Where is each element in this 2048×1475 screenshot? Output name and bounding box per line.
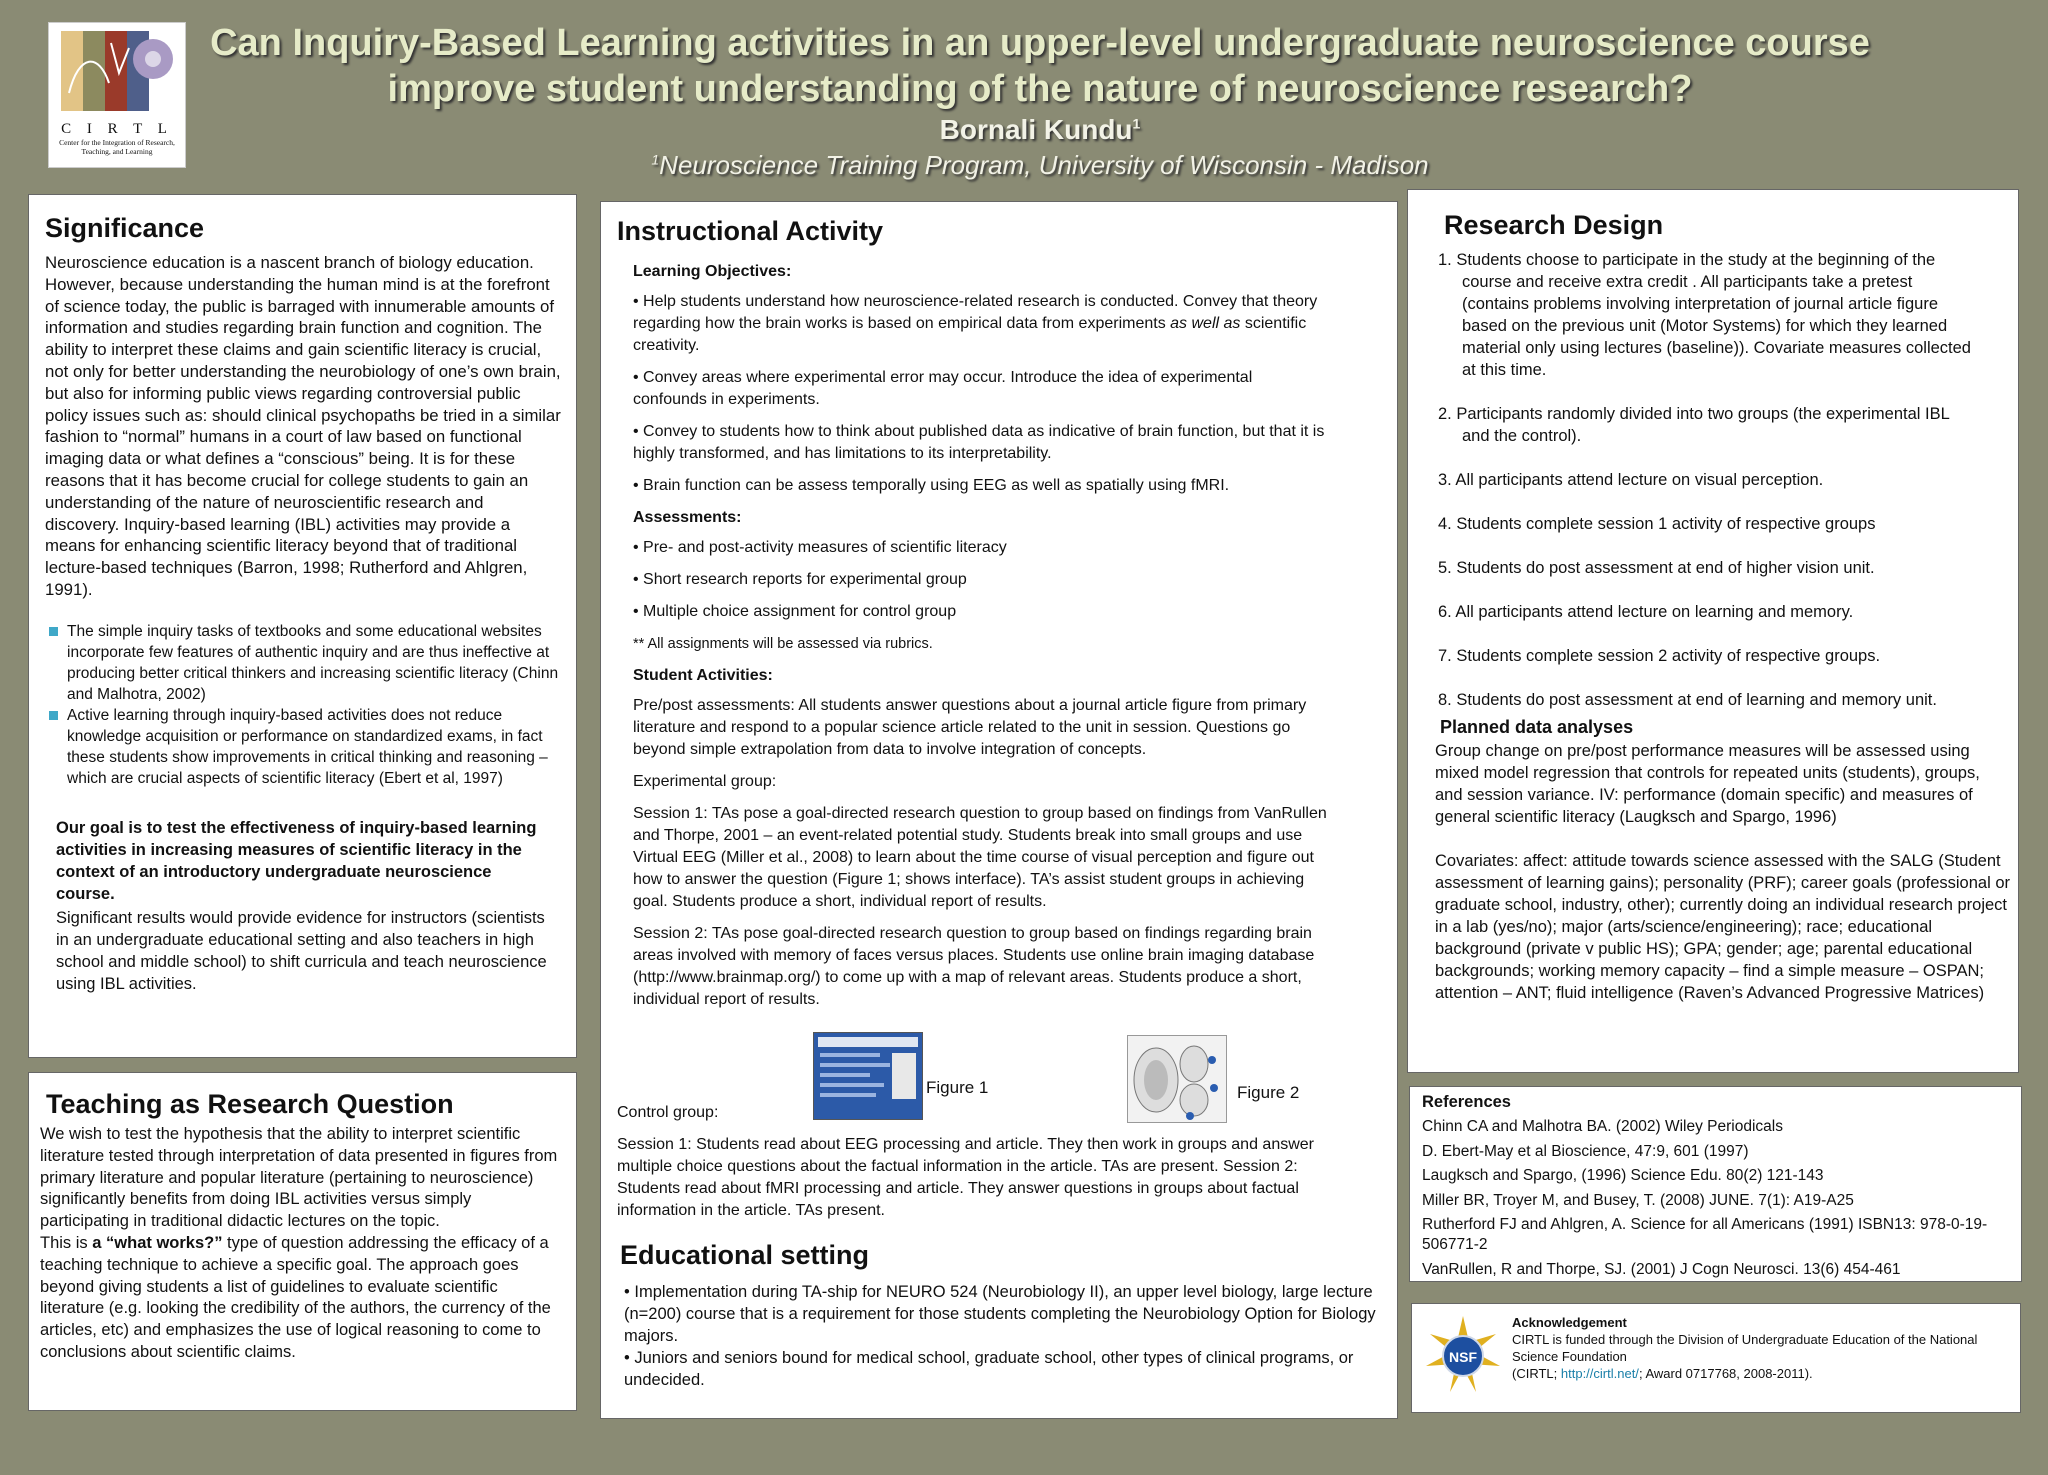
significance-results: Significant results would provide evidence for instructors (scientists in an undergraduate educational setting and also teachers in high school and middle school) to shift curricula and teach neuroscience using IBL activities.: [56, 908, 547, 993]
educational-bullet-1: • Implementation during TA-ship for NEURO 524 (Neurobiology II), an upper level biology, large lecture (n=200) course that is a requirement for those students completing the Neurobiology Option for Biology majors.: [624, 1283, 1376, 1345]
acknowledgement-heading: Acknowledgement: [1512, 1315, 1627, 1330]
reference-item: Rutherford FJ and Ahlgren, A. Science for all Americans (1991) ISBN13: 978-0-19-506771-2: [1422, 1216, 1988, 1253]
reference-item: D. Ebert-May et al Bioscience, 47:9, 601 (1997): [1422, 1142, 1749, 1160]
poster-title: [190, 20, 1890, 112]
cirtl-link[interactable]: http://cirtl.net/: [1560, 1366, 1639, 1381]
figure-1-label: Figure 1: [926, 1078, 989, 1097]
prepost-assessment: Pre/post assessments: All students answer questions about a journal article figure from primary literature and respond to a popular science article related to the unit in session. Questions go beyond simple extrapolation from data to involve integration of concepts.: [633, 697, 1307, 758]
control-group-text: Session 1: Students read about EEG processing and article. They then work in groups and answer multiple choice questions about the factual information in the article. TAs are present. Session 2: Students read about fMRI processing and article. They answer questions in groups about factual information in the article. TAs present.: [617, 1136, 1314, 1219]
figure-1-image: [813, 1032, 923, 1120]
significance-bullet: The simple inquiry tasks of textbooks and some educational websites incorporate few features of authentic inquiry and are thus ineffective at producing better critical thinkers and increasing scientific literacy (Chinn and Malhotra, 2002): [45, 621, 562, 705]
research-panel: [1407, 189, 2019, 1073]
nsf-seal-icon: [1422, 1314, 1504, 1396]
references-panel: [1409, 1086, 2022, 1282]
research-heading: Research Design: [1444, 210, 1664, 240]
assessment-2: • Short research reports for experimental group: [633, 571, 967, 588]
figure-2-image: [1127, 1035, 1227, 1123]
reference-item: Chinn CA and Malhotra BA. (2002) Wiley Periodicals: [1422, 1118, 1783, 1135]
objective-2: • Convey areas where experimental error may occur. Introduce the idea of experimental confounds in experiments.: [633, 369, 1253, 408]
acknowledgement-panel: [1411, 1303, 2021, 1413]
logo-fullname: Center for the Integration of Research, Teaching, and Learning: [59, 138, 175, 156]
logo-acronym: C I R T L: [61, 121, 173, 137]
control-group-label: Control group:: [617, 1104, 719, 1121]
references-heading: References: [1422, 1093, 1511, 1111]
research-step: 3. All participants attend lecture on visual perception.: [1438, 471, 1824, 489]
objective-1: [633, 291, 1327, 357]
research-step: 8. Students do post assessment at end of learning and memory unit.: [1438, 691, 1937, 709]
assessments-heading: Assessments:: [633, 509, 742, 526]
nsf-logo-text: NSF: [1449, 1349, 1477, 1365]
research-step: 2. Participants randomly divided into two groups (the experimental IBL and the control).: [1438, 405, 1950, 445]
author: [190, 114, 1890, 146]
teaching-p2-pre: This is: [40, 1233, 93, 1252]
reference-item: Laugksch and Spargo, (1996) Science Edu. 80(2) 121-143: [1422, 1167, 1824, 1184]
significance-body: Neuroscience education is a nascent branch of biology education. However, because understanding the human mind is at the forefront of science today, the public is barraged with innumerable amounts of information and studies regarding brain function and cognition. The ability to interpret these claims and gain scientific literacy is crucial, not only for better understanding the neurobiology of one’s own brain, but also for informing public views regarding controversial public policy issues such as: should clinical psychopaths be tried in a similar fashion to “normal” humans in a court of law based on functional imaging data or what defines a “conscious” being. It is for these reasons that it has become crucial for college students to gain an understanding of the nature of neuroscientific research and discovery. Inquiry-based learning (IBL) activities may provide a means for enhancing scientific literacy beyond that of traditional lecture-based techniques (Barron, 1998; Rutherford and Ahlgren, 1991).: [45, 253, 561, 599]
affiliation-text: Neuroscience Training Program, University of Wisconsin - Madison: [659, 150, 1429, 180]
significance-goal: Our goal is to test the effectiveness of inquiry-based learning activities in increasing measures of scientific literacy in the context of an introductory undergraduate neuroscience course.: [56, 818, 537, 903]
teaching-p2-post: type of question addressing the efficacy of a teaching technique to achieve a specific goal. The approach goes beyond giving students a list of guidelines to evaluate scientific literature (e.g. looking the credibility of the authors, the currency of the articles, etc) and emphasizes the use of logical reasoning to come to conclusions about scientific claims.: [40, 1233, 551, 1361]
virtual-eeg-screenshot: [814, 1033, 922, 1119]
educational-heading: Educational setting: [620, 1240, 870, 1270]
experimental-group-label: Experimental group:: [633, 773, 777, 790]
affiliation: [190, 150, 1890, 181]
figure-2-label: Figure 2: [1237, 1083, 1300, 1102]
cirtl-logo: [48, 22, 186, 168]
objective-1-text: • Help students understand how neuroscience-related research is conducted. Convey that theory regarding how the brain works is based on empirical data from experiments: [633, 293, 1318, 332]
assessment-note: ** All assignments will be assessed via rubrics.: [633, 636, 933, 652]
teaching-heading: Teaching as Research Question: [46, 1089, 454, 1119]
research-step: 4. Students complete session 1 activity of respective groups: [1438, 515, 1876, 533]
planned-heading: Planned data analyses: [1440, 717, 1634, 737]
session-1: Session 1: TAs pose a goal-directed research question to group based on findings from VanRullen and Thorpe, 2001 – an event-related potential study. Students break into small groups and use Virtual EEG (Miller et al., 2008) to learn about the time course of visual perception and figure out how to answer the question (Figure 1; shows interface). TA’s assist student groups in achieving goal. Students produce a short, individual report of results.: [633, 805, 1327, 910]
objective-1-end: scientific creativity.: [633, 315, 1307, 354]
nsf-logo: [1422, 1314, 1504, 1396]
title-line-2: improve student understanding of the nature of neuroscience research?: [387, 68, 1693, 110]
research-step: 1. Students choose to participate in the study at the beginning of the course and receive extra credit . All participants take a pretest (contains problems involving interpretation of journal article figure based on the previous unit (Motor Systems) for which they learned material only using lectures (baseline)). Covariate measures collected at this time.: [1438, 251, 1971, 379]
cirtl-logo-graphic: [49, 23, 185, 119]
acknowledgement-cite-pre: (CIRTL;: [1512, 1366, 1561, 1381]
teaching-p2-bold: a “what works?”: [92, 1233, 223, 1252]
educational-setting: [608, 1240, 1388, 1391]
significance-heading: Significance: [45, 213, 205, 243]
instructional-panel: [600, 201, 1398, 1419]
objective-3: • Convey to students how to think about published data as indicative of brain function, but that it is highly transformed, and has limitations to its interpretability.: [633, 423, 1325, 462]
significance-panel: [28, 194, 577, 1058]
student-activities-heading: Student Activities:: [633, 667, 773, 684]
objectives-heading: Learning Objectives:: [633, 263, 792, 280]
session-2: Session 2: TAs pose goal-directed research question to group based on findings regarding brain areas involved with memory of faces versus places. Students use online brain imaging database (http://www.brainmap.org/) to come up with a map of relevant areas. Students produce a short, individual report of results.: [633, 925, 1315, 1008]
reference-item: Miller BR, Troyer M, and Busey, T. (2008) JUNE. 7(1): A19-A25: [1422, 1191, 1854, 1209]
educational-bullet-2: • Juniors and seniors bound for medical school, graduate school, other types of clinical programs, or undecided.: [624, 1349, 1354, 1389]
research-step: 7. Students complete session 2 activity of respective groups.: [1438, 647, 1881, 665]
research-step: 6. All participants attend lecture on learning and memory.: [1438, 603, 1854, 621]
author-name: Bornali Kundu: [939, 114, 1133, 145]
acknowledgement-citation: [1512, 1365, 2012, 1382]
affiliation-sup: 1: [651, 151, 660, 168]
planned-analyses: Group change on pre/post performance measures will be assessed using mixed model regression that controls for repeated units (students), groups, and session variance. IV: performance (domain specific) and measures of general scientific literacy (Laugksch and Spargo, 1996): [1435, 742, 1980, 826]
assessment-3: • Multiple choice assignment for control group: [633, 603, 957, 620]
significance-bullets: [45, 621, 562, 789]
teaching-p1: We wish to test the hypothesis that the ability to interpret scientific literature tested through interpretation of data presented in figures from primary literature and popular literature (pertaining to neuroscience) significantly benefits from doing IBL activities versus simply participating in traditional didactic lectures on the topic.: [40, 1125, 558, 1231]
instructional-heading: Instructional Activity: [617, 216, 884, 246]
objective-1-italic: as well as: [1170, 315, 1241, 332]
acknowledgement-cite-post: ; Award 0717768, 2008-2011).: [1638, 1366, 1813, 1381]
reference-item: VanRullen, R and Thorpe, SJ. (2001) J Cogn Neurosci. 13(6) 454-461: [1422, 1260, 1901, 1278]
acknowledgement-text: CIRTL is funded through the Division of Undergraduate Education of the National Science Foundation: [1512, 1332, 1978, 1364]
title-line-1: Can Inquiry-Based Learning activities in an upper-level undergraduate neuroscience course: [210, 22, 1870, 64]
assessment-1: • Pre- and post-activity measures of scientific literacy: [633, 539, 1007, 556]
objective-4: • Brain function can be assess temporally using EEG as well as spatially using fMRI.: [633, 477, 1230, 494]
significance-bullet: Active learning through inquiry-based activities does not reduce knowledge acquisition or performance on standardized exams, in fact these students show improvements in critical thinking and reasoning – which are crucial aspects of scientific literacy (Ebert et al, 1997): [45, 705, 562, 789]
teaching-panel: [28, 1072, 577, 1411]
author-sup: 1: [1132, 115, 1141, 132]
teaching-p2: [40, 1233, 564, 1364]
covariates: Covariates: affect: attitude towards science assessed with the SALG (Student assessment of learning gains); personality (PRF); career goals (professional or graduate school, industry, other); currently doing an individual research project in a lab (yes/no); major (arts/science/engineering); race; educational background (private v public HS); GPA; gender; age; parental educational backgrounds; working memory capacity – find a simple measure – OSPAN; attention – ANT; fluid intelligence (Raven’s Advanced Progressive Matrices): [1435, 852, 2011, 1002]
research-step: 5. Students do post assessment at end of higher vision unit.: [1438, 559, 1875, 577]
brain-scan-figure: [1128, 1036, 1226, 1122]
